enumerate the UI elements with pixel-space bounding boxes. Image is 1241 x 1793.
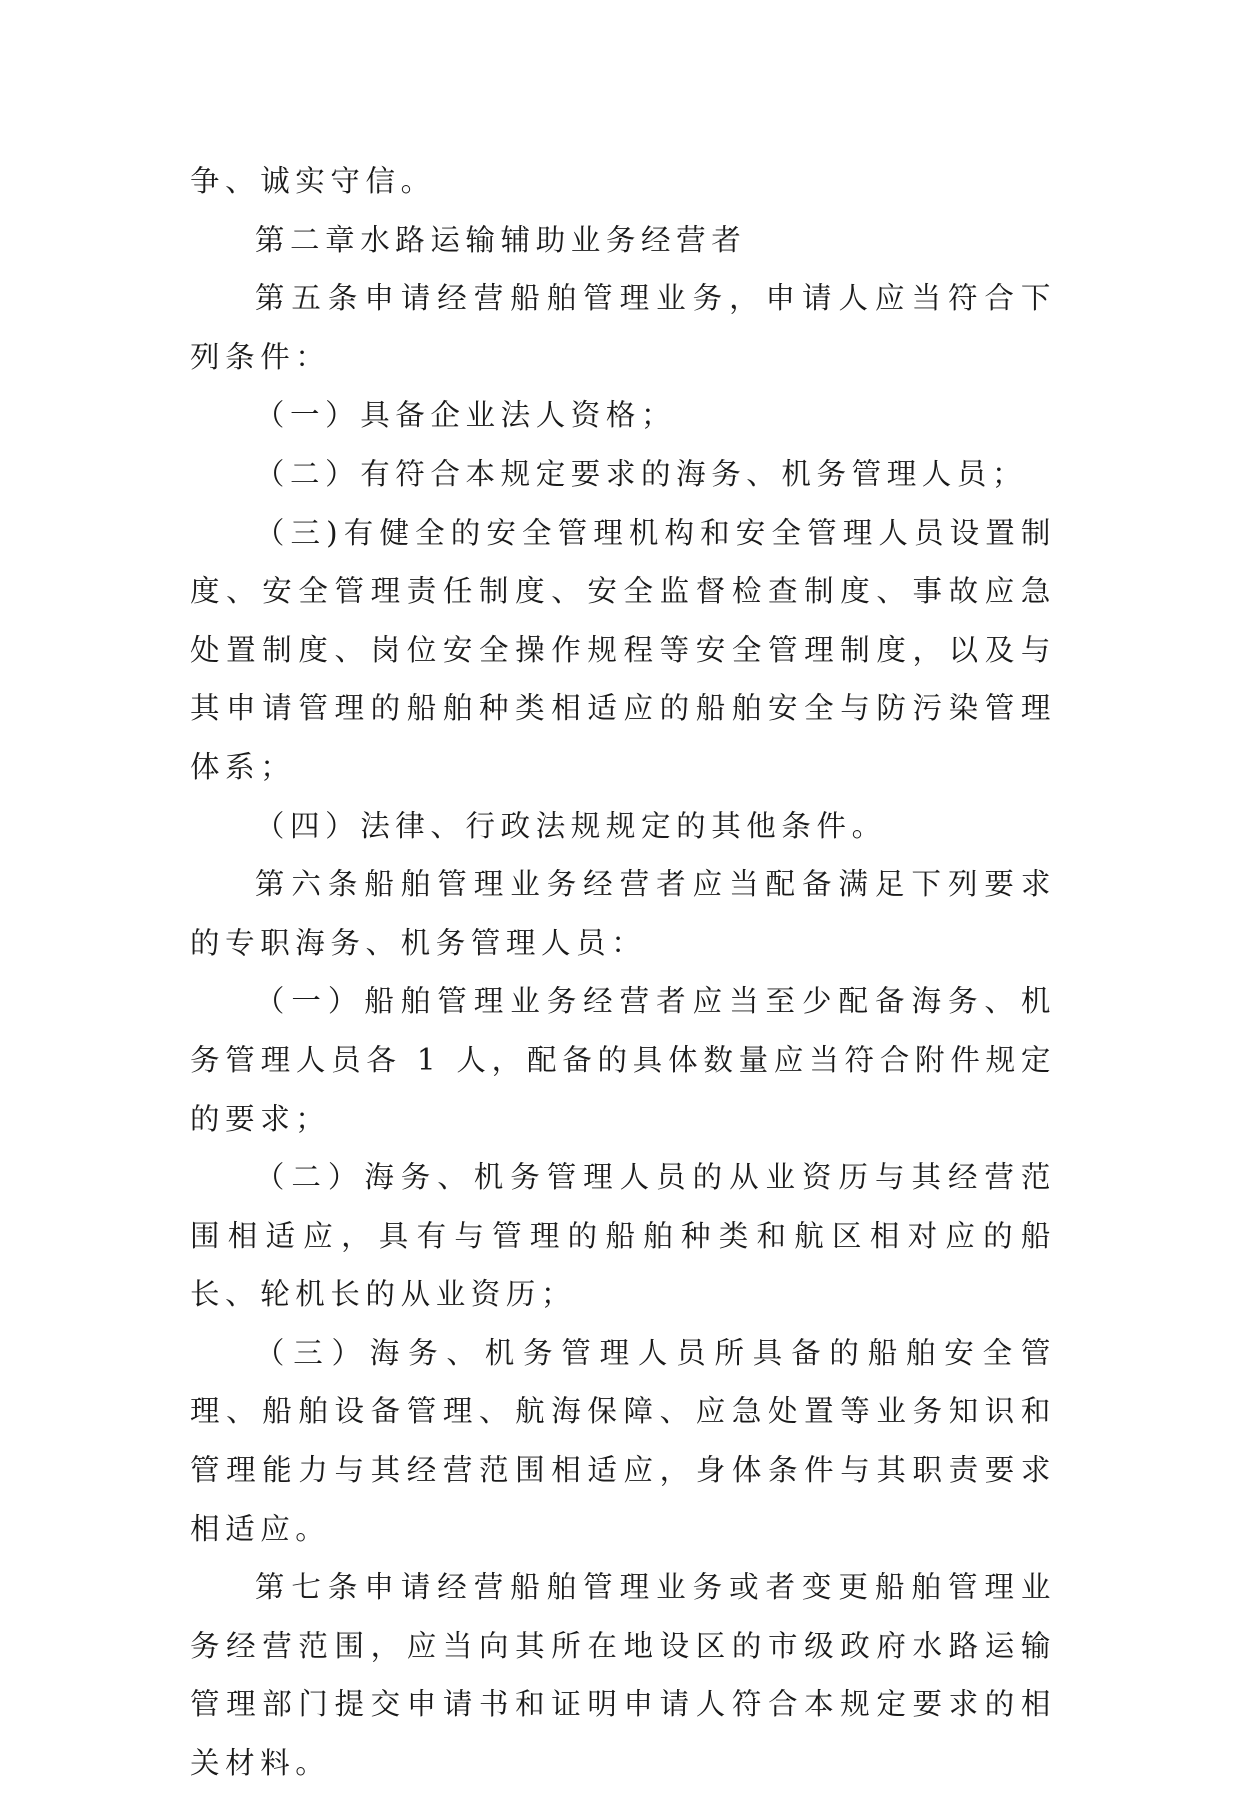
document-body <box>190 152 1056 1793</box>
article-7: 第七条申请经营船舶管理业务或者变更船舶管理业务经营范围，应当向其所在地设区的市级政府水路运输管理部门提交申请书和证明申请人符合本规定要求的相关材料。 <box>190 1570 1056 1781</box>
chapter-heading: 第二章水路运输辅助业务经营者 <box>254 222 747 257</box>
article-6-item-3: （三）海务、机务管理人员所具备的船舶安全管理、船舶设备管理、航海保障、应急处置等业务知识和管理能力与其经营范围相适应，身体条件与其职责要求相适应。 <box>190 1335 1056 1546</box>
article-5-item-3: （三)有健全的安全管理机构和安全管理人员设置制度、安全管理责任制度、安全监督检查制度、事故应急处置制度、岗位安全操作规程等安全管理制度，以及与其申请管理的船舶种类相适应的船舶安全与防污染管理体系； <box>190 515 1056 784</box>
article-6-item-2: （二）海务、机务管理人员的从业资历与其经营范围相适应，具有与管理的船舶种类和航区相对应的船长、轮机长的从业资历； <box>190 1160 1056 1312</box>
article-5: 第五条申请经营船舶管理业务，申请人应当符合下列条件： <box>190 281 1056 374</box>
article-5-item-4: （四）法律、行政法规规定的其他条件。 <box>254 808 887 843</box>
article-5-item-1: （一）具备企业法人资格； <box>254 398 677 433</box>
article-6: 第六条船舶管理业务经营者应当配备满足下列要求的专职海务、机务管理人员： <box>190 867 1056 960</box>
article-6-item-1: （一）船舶管理业务经营者应当至少配备海务、机务管理人员各 1 人，配备的具体数量应当符合附件规定的要求； <box>190 984 1056 1136</box>
article-5-item-2: （二）有符合本规定要求的海务、机务管理人员； <box>254 456 1028 491</box>
paragraph-1: 争、诚实守信。 <box>190 164 436 198</box>
